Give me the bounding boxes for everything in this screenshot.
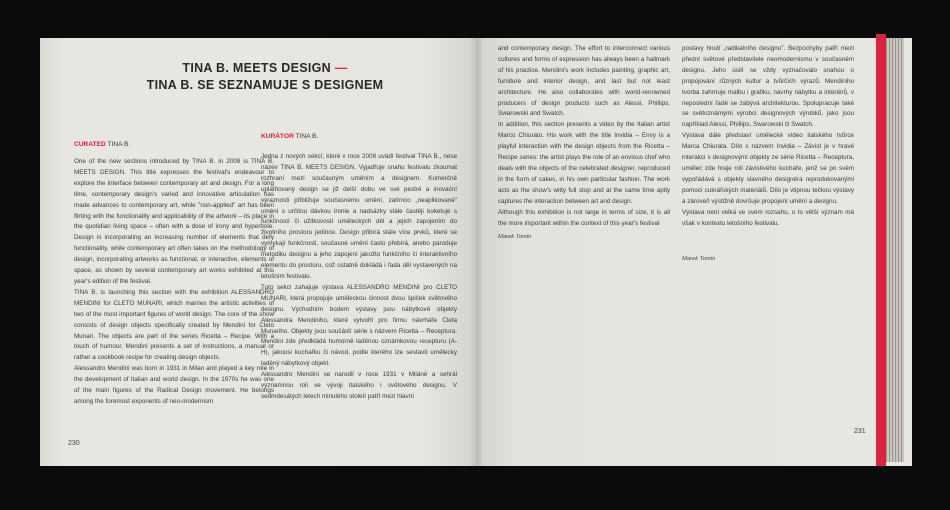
open-book [40,38,912,466]
en-paragraph-2: TINA B. is launching this section with the exhibition ALESSANDRO MENDINI for CLETO MUNARI, which marries the artistic activities of two of the most important figures of world design. The core of the show consists of design objects specifically created by Mendini for Cleto Munari. The objects are part of the series Ricetta – Recipe. With a touch of humour, Mendini presents a set of instructions, a manual or rather a cookbook recipe for creating design objects. [74,288,274,362]
cz-column-left [261,152,457,452]
curated-red: CURATED [74,141,106,148]
cz-paragraph-6: Výstava není velká ve svém rozsahu, o to větší význam má však v kontextu letošního festivalu. [682,208,854,227]
en-curated-label [74,140,130,150]
page-edges [886,38,904,462]
en-column-left [74,157,274,447]
title-dash: — [334,61,348,75]
en-paragraph-6: Although this exhibition is not large in terms of size, it is all the more important within the context of this year's festival [498,208,670,227]
cz-paragraph-4: postavy hnutí „radikálního designu". Bezpochyby patří mezi přední světové představitele neomodernismu v současném designu. Jeho úsilí se vždy vyznačovalo snahou o propojování různých kultur a tvůrčích výrazů. Mendiniho tvorba zahrnuje malbu i grafiku, návrhy nábytku a interiérů, v neposlední řadě se zabývá architekturou. Spolupracuje také se světoznámými výrobci designových výrobků, jako jsou například Alessi, Phillips, Swarowski či Swatch. [682,45,854,129]
curated-rest: TINA B. [105,141,131,148]
en-paragraph-3: Alessandro Mendini was born in 1931 in Milan and played a key role in the development of Italian and world design. In the 1970s he was one of the main figures of the Radical Design movement. He belongs among the foremost exponents of neo-modernism [74,365,274,405]
page-number-right: 231 [854,428,866,435]
en-column-right [498,44,670,229]
book-spine [470,38,484,466]
signature-en: Marek Tomin [498,234,532,240]
en-paragraph-1: One of the new sections introduced by TINA B. in 2008 is TINA B. MEETS DESIGN. This title expresses the festival's endeavour to explore the interface between contemporary art and design. For a long time, contemporary design's varied and innovative articulation has made advances to contemporary art, while "non-applied" art has been flirting with the functionality and applicability of the artwork – its place in the quotidian living space – often with a dose of irony and hyperbole. Design is incorporating an increasing number of elements that defy functionality, while contemporary art often takes on the methodology of design, incorporating artworks as functional, or interactive, elements of space, as shown by several contemporary art works exhibited at this year's edition of the festival. [74,158,274,285]
en-paragraph-4: and contemporary design. The effort to interconnect various cultures and forms of expression has always been a hallmark of his practice. Mendini's work includes painting, graphic art, furniture and interior design, and last but not least architecture. He also collaborates with world-renowned producers of design products such as Alessi, Phillips, Swarowski and Swatch. [498,45,670,118]
title-line-1: TINA B. MEETS DESIGN [182,61,331,75]
signature-cz: Marek Tomin [682,256,716,262]
title-line-2: TINA B. SE SEZNAMUJE S DESIGNEM [146,78,384,92]
page-title [100,60,430,94]
cz-paragraph-2: Tuto sekci zahajuje výstava ALESSANDRO MENDINI pro CLETO MUNARI, která propojuje uměleckou činnost dvou špiček světového designu. Východním bodem výstavy jsou nábytkové objekty Alessandra Mendiniho, které vytvořil pro firmu návrháře Cleta Munariho. Objekty jsou součástí série s názvem Ricetta – Receptura. Mendini zde předkládá humorně laděnou oznámkovou recepturu (A-H), jakousi kuchařku či návod, podle kterého lze sestavit umělecky laděný nábytkový objekt. [261,283,457,368]
cz-curator-label [261,132,318,142]
cz-paragraph-5: Výstava dále představí umělecké video italského tvůrce Marca Chiurata. Dílo s názvem Invidia – Závist je v hravé interakci s designovými objekty ze série Ricetta – Receptura, umělec zde hraje roli závistivého kuchaře, jenž se po svém vypořádává s objekty slavného designéra reprodukovanými pomocí cukrářských materiálů. Dílo je vtipnou tečkou výstavy a zároveň výstižně dovršuje propojení umění a designu. [682,132,854,205]
en-paragraph-5: In addition, this section presents a video by the Italian artist Marco Chiurato. His work with the title Invidia – Envy is a playful interaction with the design objects from the Ricetta – Recipe series: the artist plays the role of an envious chef who deals with the objects of the celebrated designer, reproduced in the form of cakes, in his own particular fashion. The work acts as the show's witty full stop and at the same time aptly captures the interaction between art and design. [498,121,670,205]
page-number-left: 230 [68,440,80,447]
cz-column-right [682,44,854,229]
cz-paragraph-3: Alessandro Mendini se narodil v roce 1931 v Miláně a sehrál významnou roli ve vývoji italského i světového designu. V sedmdesátých letech minulého století patří mezi hlavní [261,371,457,400]
kurator-rest: TINA B. [293,133,319,140]
kurator-red: KURÁTOR [261,133,294,140]
red-ribbon-edge [876,34,886,466]
cz-paragraph-1: Jedna z nových sekcí, které v roce 2008 uvádí festival TINA B., nese název TINA B. MEETS DESIGN. Vyjadřuje snahu festivalu zkoumat rozhraní mezi současným uměním a designem. Komerčně uplatňovaný design se již delší dobu ve své pestré a inovační výraznosti přibližuje současnému umění, zatímco „neaplikované" umění s určitou dávkou ironie a nadsázky stále častěji koketuje s funkčností či užitkovostí uměleckých děl a jejich zapojením do životního prostoru jedince. Design přibírá stále více prvků, které se vymykají funkčnosti, současné umění často přebírá, anebo paroduje metodiku designu a jeho zapojení jakožto funkčního či interaktivního elementu do prostoru, což ostatně dokládá i řada děl vystavených na letošním festivalu. [261,153,457,280]
